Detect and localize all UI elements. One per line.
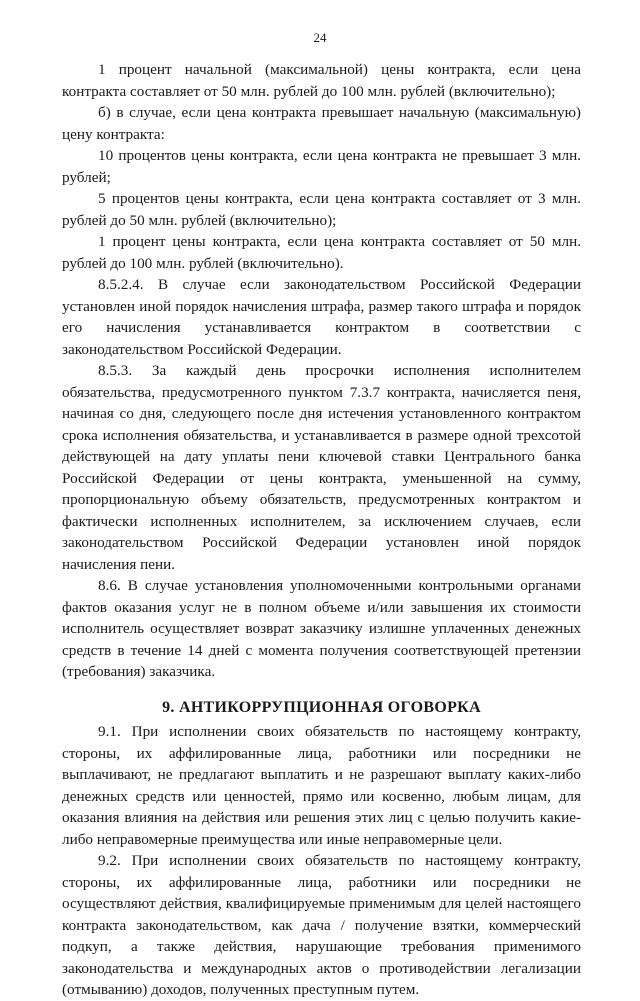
paragraph-9-2: 9.2. При исполнении своих обязательств по настоящему контракту, стороны, их аффилированные лица, работники или посредники не осуществляют действия, квалифицируемые применимым для целей настоящего контракта законодательством, как дача / получение взятки, коммерческий подкуп, а также действия, нарушающие требования применимого законодательства и международных актов о противодействии легализации (отмыванию) доходов, полученных преступным путем. — [62, 852, 581, 998]
paragraph-8-5-2-4: 8.5.2.4. В случае если законодательством Российской Федерации установлен иной порядок начисления штрафа, размер такого штрафа и порядок его начисления устанавливается контрактом в соответствии с законодательством Российской Федерации. — [62, 276, 581, 358]
paragraph-penalty-1-percent: 1 процент начальной (максимальной) цены контракта, если цена контракта составляет от 50 млн. рублей до 100 млн. рублей (включительно); — [62, 61, 581, 100]
paragraph-5-percent: 5 процентов цены контракта, если цена контракта составляет от 3 млн. рублей до 50 млн. рублей (включительно); — [62, 190, 581, 229]
document-body — [62, 59, 581, 1001]
paragraph-8-6: 8.6. В случае установления уполномоченными контрольными органами фактов оказания услуг не в полном объеме и/или завышения их стоимости исполнитель осуществляет возврат заказчику излишне уплаченных денежных средств в течение 14 дней с момента получения соответствующей претензии (требования) заказчика. — [62, 577, 581, 680]
paragraph-case-b: б) в случае, если цена контракта превышает начальную (максимальную) цену контракта: — [62, 104, 581, 143]
paragraph-8-5-3: 8.5.3. За каждый день просрочки исполнения исполнителем обязательства, предусмотренного пунктом 7.3.7 контракта, начисляется пеня, начиная со дня, следующего после дня истечения установленного контрактом срока исполнения обязательства, и устанавливается в размере одной трехсотой действующей на дату уплаты пени ключевой ставки Центрального банка Российской Федерации от цены контракта, уменьшенной на сумму, пропорциональную объему обязательств, предусмотренных контрактом и фактически исполненных исполнителем, за исключением случаев, если законодательством Российской Федерации установлен иной порядок начисления пени. — [62, 362, 581, 573]
paragraph-9-1: 9.1. При исполнении своих обязательств по настоящему контракту, стороны, их аффилированные лица, работники или посредники не выплачивают, не предлагают выплатить и не разрешают выплату каких-либо денежных средств или ценностей, прямо или косвенно, любым лицам, для оказания влияния на действия или решения этих лиц с целью получить какие-либо неправомерные преимущества или иные неправомерные цели. — [62, 723, 581, 848]
section-heading-anticorruption: 9. АНТИКОРРУПЦИОННАЯ ОГОВОРКА — [162, 698, 481, 716]
paragraph-1-percent: 1 процент цены контракта, если цена контракта составляет от 50 млн. рублей до 100 млн. рублей (включительно). — [62, 233, 581, 272]
paragraph-10-percent: 10 процентов цены контракта, если цена контракта не превышает 3 млн. рублей; — [62, 147, 581, 186]
page-number: 24 — [313, 30, 327, 45]
